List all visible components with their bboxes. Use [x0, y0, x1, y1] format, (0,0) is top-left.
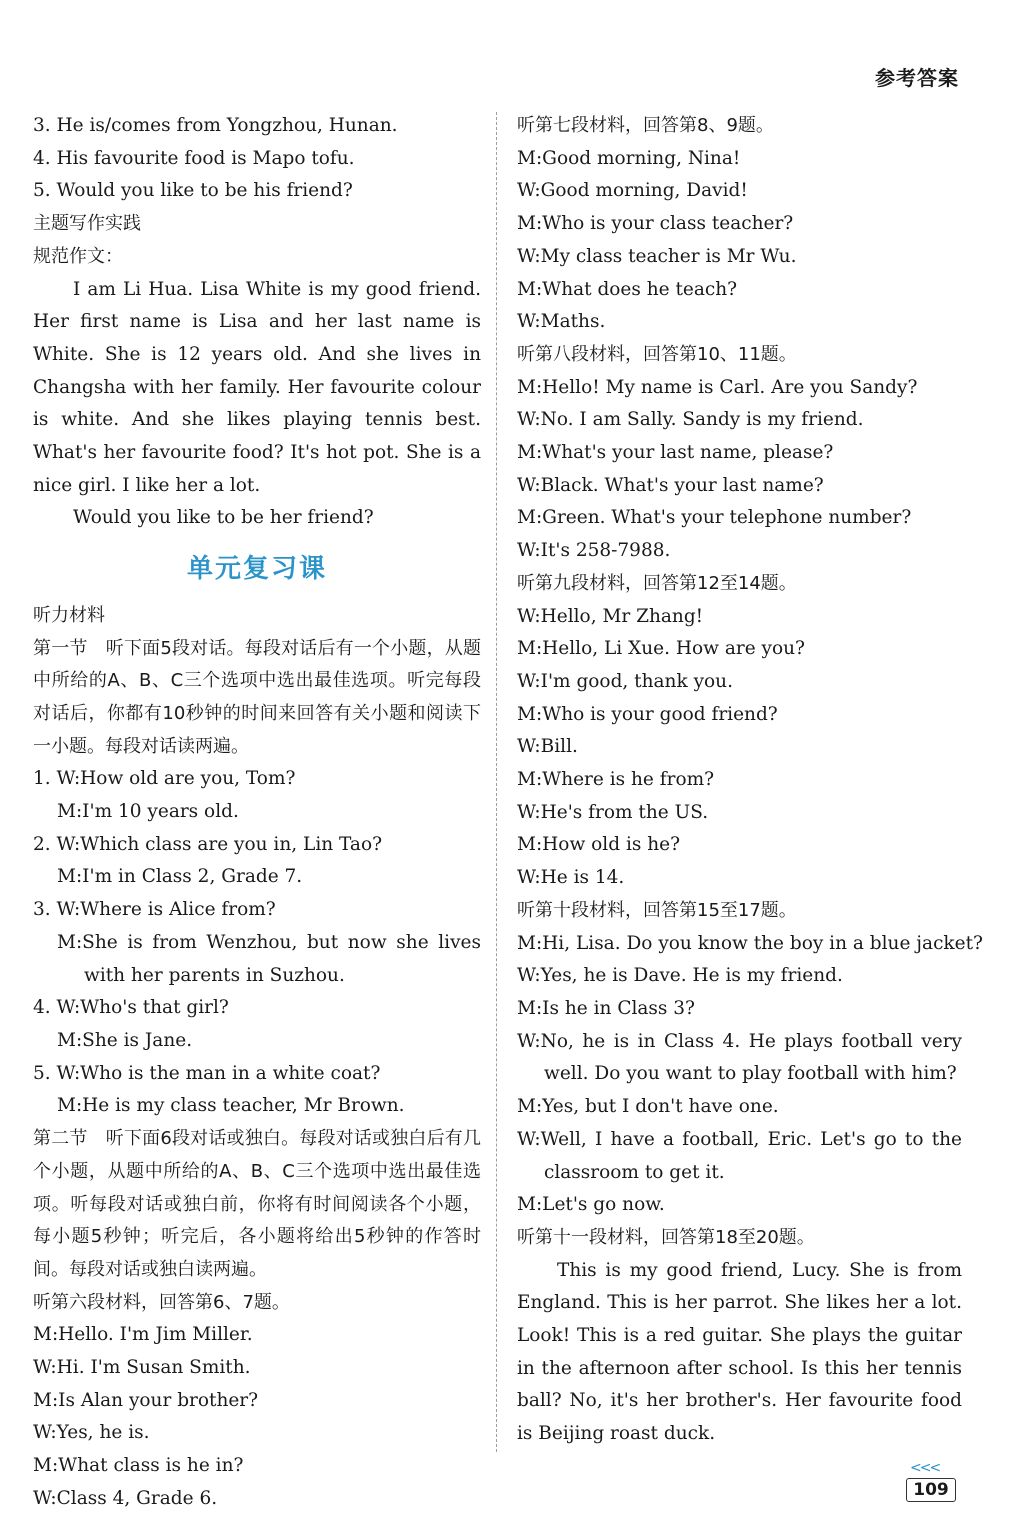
part2-instructions: 第二节 听下面6段对话或独白。每段对话或独白后有几个小题，从题中所给的A、B、C三个选项中选出最佳选项。听每段对话或独白前，你将有时间阅读各个小题，每小题5秒钟；听完后，各小题将给出5秒钟的作答时间。每段对话或独白读两遍。: [33, 1128, 481, 1280]
dialogue-line: W:No. I am Sally. Sandy is my friend.: [517, 409, 864, 431]
dialogue-line: M:What does he teach?: [517, 278, 738, 300]
page-header-title: 参考答案: [875, 66, 959, 90]
dialogue-line: M:What class is he in?: [33, 1455, 244, 1477]
dialogue-line: W:He is 14.: [517, 867, 625, 889]
material-heading: 听第九段材料，回答第12至14题。: [517, 572, 797, 594]
dialogue-line: 4. W:Who's that girl?: [33, 997, 229, 1019]
dialogue-line: W:Bill.: [517, 736, 578, 758]
dialogue-line: M:Yes, but I don't have one.: [517, 1096, 779, 1118]
essay-paragraph: I am Li Hua. Lisa White is my good friend. Her first name is Lisa and her last name is White. She is 12 years old. And she lives in Changsha with her family. Her favourite colour is white. And she likes playing tennis best. What's her favourite food? It's hot pot. She is a nice girl. I like her a lot.: [33, 278, 481, 496]
dialogue-line: M:Hello! My name is Carl. Are you Sandy?: [517, 376, 918, 398]
dialogue-line: M:How old is he?: [517, 834, 681, 856]
dialogue-line: M:Let's go now.: [517, 1194, 665, 1216]
dialogue-line: M:Who is your good friend?: [517, 703, 778, 725]
material-heading: 听第八段材料，回答第10、11题。: [517, 343, 797, 365]
dialogue-line: W:Class 4, Grade 6.: [33, 1487, 218, 1509]
dialogue-line: W:He's from the US.: [517, 801, 709, 823]
dialogue-line: W:Black. What's your last name?: [517, 474, 824, 496]
dialogue-line: W:Hello, Mr Zhang!: [517, 605, 704, 627]
answer-line: 4. His favourite food is Mapo tofu.: [33, 147, 355, 169]
part1-instructions: 第一节 听下面5段对话。每段对话后有一个小题，从题中所给的A、B、C三个选项中选出最佳选项。听完每段对话后，你都有10秒钟的时间来回答有关小题和阅读下一小题。每段对话读两遍。: [33, 637, 481, 757]
dialogue-line: M:What's your last name, please?: [517, 442, 834, 464]
dialogue-line: M:Hello. I'm Jim Miller.: [33, 1324, 253, 1346]
answer-line: 5. Would you like to be his friend?: [33, 180, 353, 202]
dialogue-line: W:It's 258-7988.: [517, 540, 671, 562]
writing-subheading: 规范作文：: [33, 245, 123, 267]
dialogue-line: M:Green. What's your telephone number?: [517, 507, 912, 529]
material-heading: 听第十一段材料，回答第18至20题。: [517, 1226, 815, 1248]
dialogue-line: 5. W:Who is the man in a white coat?: [33, 1062, 381, 1084]
dialogue-line: W:Maths.: [517, 311, 606, 333]
dialogue-line: M:She is Jane.: [57, 1029, 193, 1051]
listening-heading: 听力材料: [33, 604, 105, 626]
material-heading: 听第七段材料，回答第8、9题。: [517, 115, 774, 136]
section-title: 单元复习课: [186, 554, 327, 585]
left-column: [33, 110, 481, 1516]
dialogue-line: M:Who is your class teacher?: [517, 213, 794, 235]
dialogue-line: M:I'm in Class 2, Grade 7.: [57, 866, 303, 888]
essay-paragraph: Would you like to be her friend?: [73, 507, 374, 529]
dialogue-line: W:Yes, he is.: [33, 1422, 150, 1444]
dialogue-line: W:My class teacher is Mr Wu.: [517, 245, 797, 267]
column-divider: [496, 112, 497, 1452]
dialogue-line: W:Yes, he is Dave. He is my friend.: [517, 965, 843, 987]
dialogue-line: W:I'm good, thank you.: [517, 670, 733, 692]
material-heading: 听第六段材料，回答第6、7题。: [33, 1291, 290, 1313]
page-number: 109: [906, 1478, 956, 1502]
dialogue-line: M:Hi, Lisa. Do you know the boy in a blue jacket?: [517, 932, 983, 954]
right-column: [517, 110, 983, 1451]
dialogue-line: M:Is Alan your brother?: [33, 1389, 259, 1411]
dialogue-line: M:He is my class teacher, Mr Brown.: [57, 1095, 405, 1117]
dialogue-line: M:Where is he from?: [517, 769, 715, 791]
dialogue-line: 3. W:Where is Alice from?: [33, 899, 276, 921]
dialogue-line: W:Good morning, David!: [517, 180, 748, 202]
dialogue-line: M:Good morning, Nina!: [517, 147, 741, 169]
page-arrows-icon: <<<: [910, 1460, 940, 1476]
monologue-paragraph: This is my good friend, Lucy. She is from England. This is her parrot. She likes her a lot. Look! This is a red guitar. She plays the guitar in the afternoon after school. Is this her tennis ball? No, it's her brother's. Her favourite food is Beijing roast duck.: [517, 1259, 962, 1445]
dialogue-line: W:Well, I have a football, Eric. Let's go to the classroom to get it.: [517, 1128, 962, 1183]
material-heading: 听第十段材料，回答第15至17题。: [517, 899, 797, 921]
dialogue-line: M:She is from Wenzhou, but now she lives with her parents in Suzhou.: [57, 931, 481, 986]
dialogue-line: M:I'm 10 years old.: [57, 801, 239, 823]
writing-heading: 主题写作实践: [33, 213, 141, 235]
dialogue-line: W:No, he is in Class 4. He plays football very well. Do you want to play football with him?: [517, 1030, 962, 1085]
dialogue-line: W:Hi. I'm Susan Smith.: [33, 1357, 251, 1379]
dialogue-line: 1. W:How old are you, Tom?: [33, 768, 296, 790]
dialogue-line: M:Hello, Li Xue. How are you?: [517, 638, 805, 660]
dialogue-line: M:Is he in Class 3?: [517, 997, 695, 1019]
answer-line: 3. He is/comes from Yongzhou, Hunan.: [33, 115, 398, 136]
dialogue-line: 2. W:Which class are you in, Lin Tao?: [33, 833, 383, 855]
